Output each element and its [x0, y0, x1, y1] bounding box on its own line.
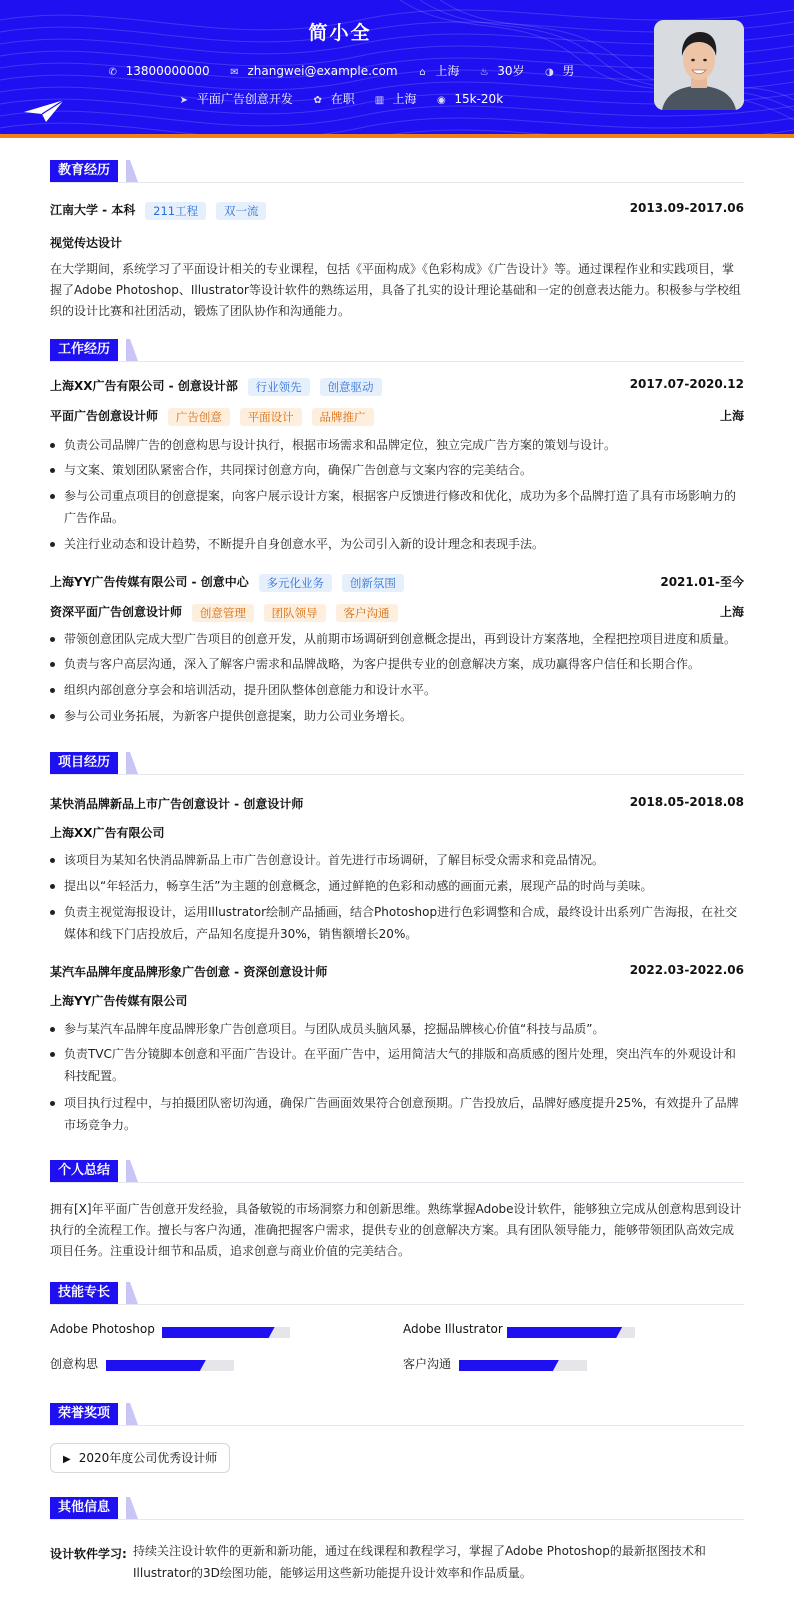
section-tail-decor	[126, 1282, 138, 1304]
summary-text: 拥有[X]年平面广告创意开发经验，具备敏锐的市场洞察力和创新思维。熟练掌握Adobe设计软件，能够独立完成从创意构思到设计执行的全流程工作。擅长与客户沟通，准确把握客户需求，提供专业的创意解决方案。具有团队领导能力，能够带领团队高效完成项目任务。注重设计细节和品质，追求创意与商业价值的完美结合。	[50, 1202, 742, 1258]
gender-item	[542, 62, 574, 79]
project-period: 2018.05-2018.08	[629, 795, 744, 809]
section-summary	[50, 1160, 118, 1182]
section-skills	[50, 1282, 118, 1304]
status-item	[311, 90, 355, 107]
target-city-item	[373, 90, 417, 107]
section-title-skills: 技能专长	[50, 1282, 118, 1304]
section-divider	[50, 1304, 744, 1305]
position-tag: 客户沟通	[336, 604, 398, 622]
section-divider	[50, 182, 744, 183]
avatar-portrait	[654, 20, 744, 110]
position-title: 资深平面广告创意设计师	[50, 605, 183, 619]
school-tag: 双一流	[216, 202, 267, 220]
education-description: 在大学期间，系统学习了平面设计相关的专业课程，包括《平面构成》《色彩构成》《广告设计》等。通过课程作业和实践项目，掌握了Adobe Photoshop、Illustrator等设计软件的熟练运用，具备了扎实的设计理论基础和一定的创意表达能力。积极参与学校组织的设计比赛和社团活动，锻炼了团队协作和沟通能力。	[50, 262, 741, 318]
project-entry-1-header	[50, 795, 744, 812]
salary-icon: ◉	[437, 95, 446, 106]
work-bullet: 组织内部创意分享会和培训活动，提升团队整体创意能力和设计水平。	[50, 679, 744, 701]
major: 视觉传达设计	[50, 236, 123, 250]
play-triangle-icon: ▶	[63, 1454, 71, 1465]
phone-text: 13800000000	[125, 64, 210, 78]
gender-icon: ◑	[544, 67, 554, 78]
gender-text: 男	[562, 64, 575, 78]
education-period: 2013.09-2017.06	[629, 201, 744, 215]
skill-bar	[106, 1360, 234, 1371]
work-period: 2017.07-2020.12	[629, 377, 744, 391]
project-bullet: 提出以“年轻活力，畅享生活”为主题的创意概念，通过鲜艳的色彩和动感的画面元素，展现产品的时尚与美味。	[50, 875, 744, 897]
section-divider	[50, 1519, 744, 1520]
company-tag: 创意驱动	[320, 378, 382, 396]
skill-name: 创意构思	[50, 1357, 99, 1371]
work-bullet: 关注行业动态和设计趋势，不断提升自身创意水平，为公司引入新的设计理念和表现手法。	[50, 533, 744, 555]
work-bullet: 参与公司重点项目的创意提案，向客户展示设计方案，根据客户反馈进行修改和优化，成功为多个品牌打造了具有市场影响力的广告作品。	[50, 485, 744, 529]
section-title-other: 其他信息	[50, 1497, 118, 1519]
section-tail-decor	[126, 1160, 138, 1182]
company-tag: 行业领先	[248, 378, 310, 396]
company-name: 上海YY广告传媒有限公司 - 创意中心	[50, 575, 249, 589]
section-title-work: 工作经历	[50, 339, 118, 361]
phone-icon: ✆	[108, 67, 117, 78]
project-bullet: 负责主视觉海报设计，运用Illustrator绘制产品插画，结合Photoshop进行色彩调整和合成，最终设计出系列广告海报，在社交媒体和线下门店投放后，产品知名度提升30%，销售额增长20%。	[50, 901, 744, 945]
target-job-text: 平面广告创意开发	[196, 92, 293, 106]
project-bullet: 项目执行过程中，与拍摄团队密切沟通，确保广告画面效果符合创意预期。广告投放后，品牌好感度提升25%，有效提升了品牌市场竞争力。	[50, 1092, 744, 1136]
award-text: 2020年度公司优秀设计师	[78, 1451, 218, 1465]
section-title-education: 教育经历	[50, 160, 118, 182]
project-title: 某汽车品牌年度品牌形象广告创意 - 资深创意设计师	[50, 965, 328, 979]
skill-name: Adobe Illustrator	[403, 1322, 503, 1336]
other-text: 持续关注设计软件的更新和新功能，通过在线课程和教程学习，掌握了Adobe Photoshop的最新抠图技术和	[133, 1544, 706, 1558]
email-text: zhangwei@example.com	[247, 64, 398, 78]
contact-row	[0, 62, 680, 79]
work-bullet: 参与公司业务拓展，为新客户提供创意提案，助力公司业务增长。	[50, 705, 744, 727]
skill-name: Adobe Photoshop	[50, 1322, 155, 1336]
status-text: 在职	[330, 92, 355, 106]
resume-header	[0, 0, 794, 138]
section-projects	[50, 752, 118, 774]
section-tail-decor	[126, 160, 138, 182]
project-period: 2022.03-2022.06	[629, 963, 744, 977]
project-company: 上海XX广告有限公司	[50, 826, 165, 840]
section-divider	[50, 361, 744, 362]
education-entry-header	[50, 201, 744, 220]
project-bullet: 参与某汽车品牌年度品牌形象广告创意项目。与团队成员头脑风暴，挖掘品牌核心价值“科技与品质”。	[50, 1018, 744, 1040]
project-company: 上海YY广告传媒有限公司	[50, 994, 188, 1008]
project-bullet: 负责TVC广告分镜脚本创意和平面广告设计。在平面广告中，运用简洁大气的排版和高质感的图片处理，突出汽车的外观设计和科技配置。	[50, 1043, 744, 1087]
work-location: 上海	[719, 605, 744, 619]
skill-bar-fill	[507, 1327, 622, 1338]
age-item	[477, 62, 524, 79]
skill-bar	[507, 1327, 635, 1338]
skill-bar	[459, 1360, 587, 1371]
job-intent-row	[0, 90, 680, 107]
section-education	[50, 160, 118, 182]
position-tag: 品牌推广	[312, 408, 374, 426]
work-location: 上海	[719, 409, 744, 423]
section-honors	[50, 1403, 118, 1425]
work-bullet: 负责公司品牌广告的创意构思与设计执行，根据市场需求和品牌定位，独立完成广告方案的策划与设计。	[50, 434, 744, 456]
section-tail-decor	[126, 339, 138, 361]
work-entry-1-header	[50, 377, 744, 396]
home-icon: ⌂	[419, 67, 426, 78]
project-entry-2-header	[50, 963, 744, 980]
section-divider	[50, 774, 744, 775]
cake-icon: ♨	[479, 67, 489, 78]
salary-text: 15k-20k	[454, 92, 504, 106]
section-work	[50, 339, 118, 361]
age-text: 30岁	[497, 64, 525, 78]
award-item	[50, 1443, 230, 1473]
candidate-name: 简小全	[308, 22, 372, 44]
position-tag: 创意管理	[192, 604, 254, 622]
avatar	[654, 20, 744, 110]
phone-item	[106, 64, 210, 78]
send-icon: ➤	[179, 95, 189, 106]
position-tag: 广告创意	[168, 408, 230, 426]
city-item	[415, 62, 459, 79]
position-tag: 团队领导	[264, 604, 326, 622]
section-title-summary: 个人总结	[50, 1160, 118, 1182]
target-job-item	[177, 90, 293, 107]
skill-bar	[162, 1327, 290, 1338]
mail-icon: ✉	[230, 67, 239, 78]
school-name: 江南大学 - 本科	[50, 203, 136, 217]
section-divider	[50, 1182, 744, 1183]
work-entry-2-position	[50, 603, 744, 622]
position-title: 平面广告创意设计师	[50, 409, 159, 423]
target-city-text: 上海	[392, 92, 417, 106]
city-text: 上海	[435, 64, 460, 78]
skill-bar-fill	[459, 1360, 559, 1371]
work-bullet: 与文案、策划团队紧密合作，共同探讨创意方向，确保广告创意与文案内容的完美结合。	[50, 459, 744, 481]
work-entry-2-header	[50, 573, 744, 592]
company-name: 上海XX广告有限公司 - 创意设计部	[50, 379, 238, 393]
section-title-honors: 荣誉奖项	[50, 1403, 118, 1425]
email-item	[227, 64, 397, 78]
company-tag: 创新氛围	[342, 574, 404, 592]
work-period: 2021.01-至今	[660, 575, 744, 589]
position-tag: 平面设计	[240, 408, 302, 426]
section-divider	[50, 1425, 744, 1426]
section-title-projects: 项目经历	[50, 752, 118, 774]
work-bullet: 负责与客户高层沟通，深入了解客户需求和品牌战略，为客户提供专业的创意解决方案，成功赢得客户信任和长期合作。	[50, 653, 744, 675]
section-tail-decor	[126, 1403, 138, 1425]
skill-name: 客户沟通	[403, 1357, 452, 1371]
section-tail-decor	[126, 752, 138, 774]
skill-bar-fill	[106, 1360, 206, 1371]
school-tag: 211工程	[145, 202, 206, 220]
project-title: 某快消品牌新品上市广告创意设计 - 创意设计师	[50, 797, 304, 811]
company-tag: 多元化业务	[259, 574, 333, 592]
salary-item	[434, 92, 503, 106]
status-icon: ✿	[313, 95, 322, 106]
building-icon: ▥	[374, 95, 385, 106]
section-tail-decor	[126, 1497, 138, 1519]
section-other	[50, 1497, 118, 1519]
other-text: Illustrator的3D绘图功能，能够运用这些新功能提升设计效率和作品质量。	[133, 1566, 532, 1580]
work-bullet: 带领创意团队完成大型广告项目的创意开发，从前期市场调研到创意概念提出，再到设计方案落地，全程把控项目进度和质量。	[50, 628, 744, 650]
work-entry-1-position	[50, 407, 744, 426]
other-label: 设计软件学习:	[50, 1547, 127, 1561]
skill-bar-fill	[162, 1327, 275, 1338]
project-bullet: 该项目为某知名快消品牌新品上市广告创意设计。首先进行市场调研，了解目标受众需求和竞品情况。	[50, 849, 744, 871]
